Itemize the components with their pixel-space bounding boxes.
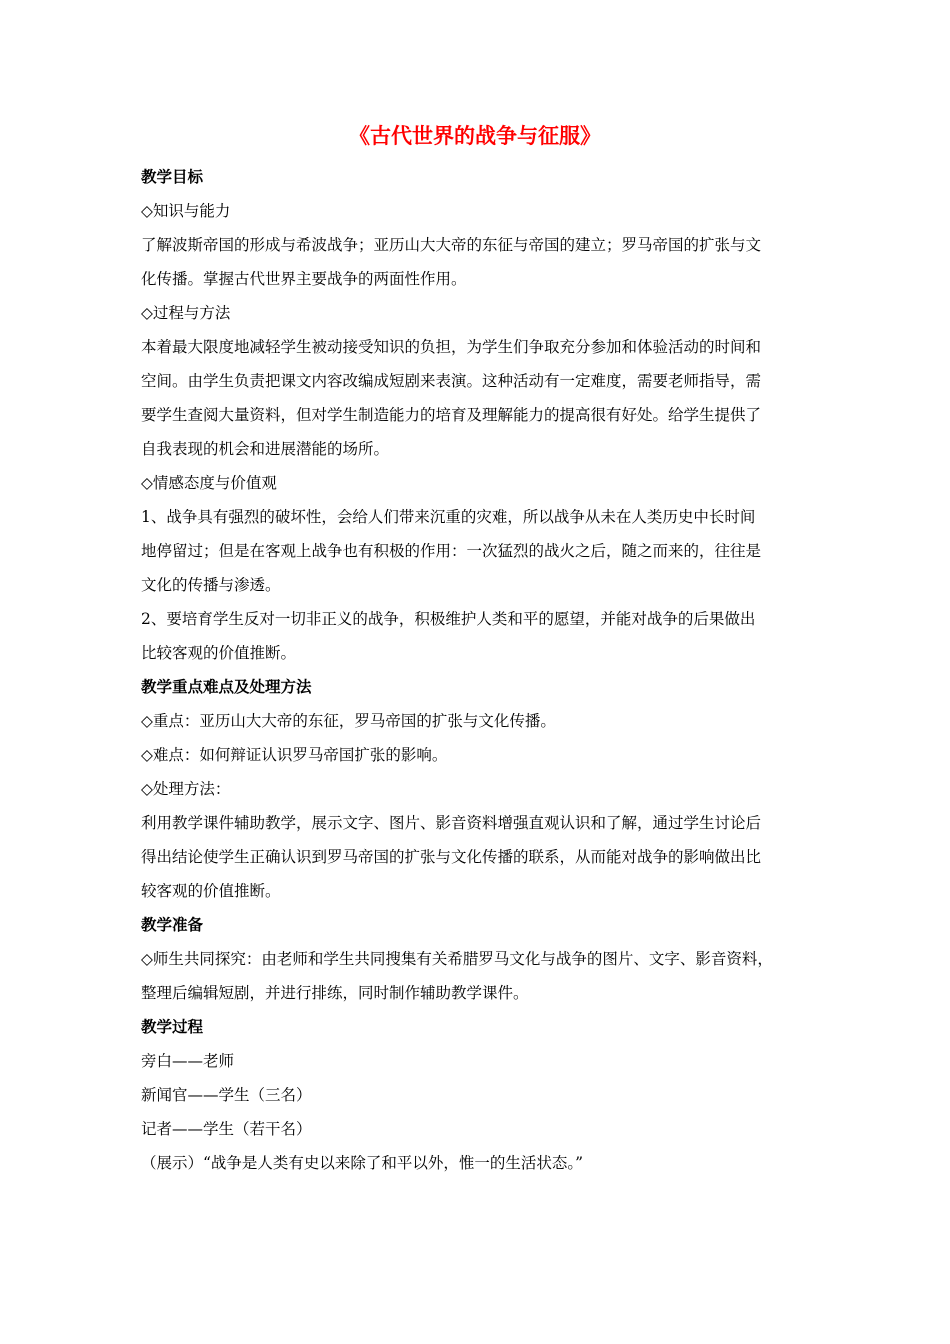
text-line: ◇知识与能力	[141, 202, 231, 220]
text-line: 要学生查阅大量资料，但对学生制造能力的培育及理解能力的提高很有好处。给学生提供了	[141, 406, 762, 424]
document-body	[141, 160, 831, 1180]
text-line: ◇情感态度与价值观	[141, 474, 277, 492]
text-line: ◇师生共同探究：由老师和学生共同搜集有关希腊罗马文化与战争的图片、文字、影音资料，	[141, 950, 773, 968]
section-heading: 教学目标	[141, 168, 204, 186]
text-line: 1、战争具有强烈的破坏性，会给人们带来沉重的灾难，所以战争从未在人类历史中长时间	[141, 508, 756, 526]
text-line: 2、要培育学生反对一切非正义的战争，积极维护人类和平的愿望，并能对战争的后果做出	[141, 610, 756, 628]
text-line: 化传播。掌握古代世界主要战争的两面性作用。	[141, 270, 467, 288]
text-line: 记者——学生（若干名）	[141, 1120, 312, 1138]
text-line: 文化的传播与渗透。	[141, 576, 281, 594]
section-heading: 教学过程	[141, 1018, 204, 1036]
text-line: ◇处理方法：	[141, 780, 231, 798]
section-heading: 教学准备	[141, 916, 204, 934]
text-line: 利用教学课件辅助教学，展示文字、图片、影音资料增强直观认识和了解，通过学生讨论后	[141, 814, 762, 832]
document-title: 《古代世界的战争与征服》	[349, 123, 601, 148]
text-line: 得出结论使学生正确认识到罗马帝国的扩张与文化传播的联系，从而能对战争的影响做出比	[141, 848, 762, 866]
text-line: （展示）“战争是人类有史以来除了和平以外，惟一的生活状态。”	[141, 1154, 584, 1172]
text-line: ◇难点：如何辩证认识罗马帝国扩张的影响。	[141, 746, 448, 764]
text-line: 整理后编辑短剧，并进行排练，同时制作辅助教学课件。	[141, 984, 529, 1002]
text-line: 自我表现的机会和进展潜能的场所。	[141, 440, 390, 458]
text-line: 地停留过；但是在客观上战争也有积极的作用：一次猛烈的战火之后，随之而来的，往往是	[141, 542, 762, 560]
text-line: ◇过程与方法	[141, 304, 231, 322]
section-heading: 教学重点难点及处理方法	[141, 678, 312, 696]
text-line: 了解波斯帝国的形成与希波战争；亚历山大大帝的东征与帝国的建立；罗马帝国的扩张与文	[141, 236, 762, 254]
text-line: 空间。由学生负责把课文内容改编成短剧来表演。这种活动有一定难度，需要老师指导，需	[141, 372, 762, 390]
text-line: 本着最大限度地减轻学生被动接受知识的负担，为学生们争取充分参加和体验活动的时间和	[141, 338, 762, 356]
text-line: 比较客观的价值推断。	[141, 644, 297, 662]
text-line: ◇重点：亚历山大大帝的东征，罗马帝国的扩张与文化传播。	[141, 712, 556, 730]
text-line: 新闻官——学生（三名）	[141, 1086, 312, 1104]
text-line: 较客观的价值推断。	[141, 882, 281, 900]
text-line: 旁白——老师	[141, 1052, 235, 1070]
